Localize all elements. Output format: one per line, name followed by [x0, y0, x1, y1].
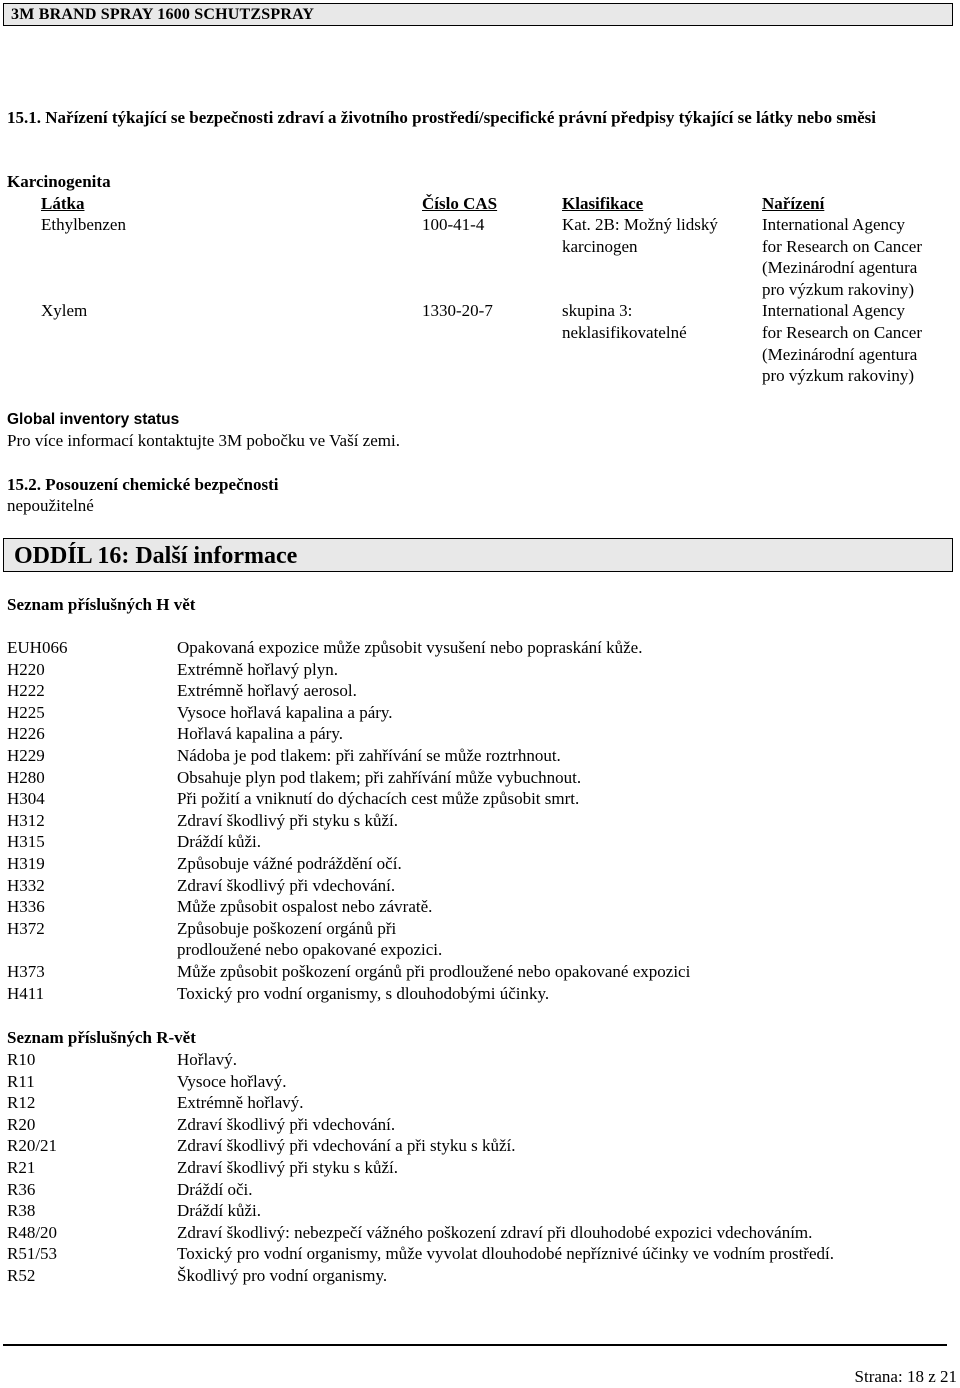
classification-cell: Kat. 2B: Možný lidský [562, 215, 718, 234]
section-16-header [3, 538, 953, 572]
r-text: Zdraví škodlivý: nebezpečí vážného poškození zdraví při dlouhodobé expozici vdechováním. [177, 1222, 813, 1242]
h-code: EUH066 [7, 638, 68, 657]
r-phrases-heading: Seznam příslušných R-vět [7, 1028, 196, 1047]
h-code: H411 [7, 983, 45, 1003]
r-text: Extrémně hořlavý. [177, 1093, 304, 1113]
section-15-1-title: 15.1. Nařízení týkající se bezpečnosti zdraví a životního prostředí/specifické právní předpisy týkající se látky nebo směsi [7, 108, 877, 127]
r-code: R52 [7, 1266, 36, 1285]
r-text: Hořlavý. [177, 1050, 237, 1069]
h-text: Opakovaná expozice může způsobit vysušení nebo popraskání kůže. [177, 638, 643, 657]
h-text: Může způsobit poškození orgánů při prodloužené nebo opakované expozici [177, 962, 691, 981]
h-text: Extrémně hořlavý aerosol. [177, 681, 357, 701]
global-inventory-text: Pro více informací kontaktujte 3M pobočku ve Vaší zemi. [7, 431, 400, 450]
h-code: H336 [7, 897, 45, 917]
col-header-cas: Číslo CAS [422, 194, 498, 213]
regulation-cell: for Research on Cancer [762, 237, 923, 256]
r-text: Toxický pro vodní organismy, může vyvolat dlouhodobé nepříznivé účinky ve vodním prostředí. [177, 1244, 834, 1264]
cas-cell: 100-41-4 [422, 215, 485, 234]
col-header-regulation: Nařízení [762, 194, 825, 213]
r-code: R21 [7, 1158, 36, 1177]
h-code: H315 [7, 832, 45, 852]
h-text: Extrémně hořlavý plyn. [177, 659, 338, 679]
carcinogenicity-heading: Karcinogenita [7, 172, 111, 191]
r-text: Zdraví škodlivý při vdechování. [177, 1114, 396, 1134]
h-text: prodloužené nebo opakované expozici. [177, 940, 443, 960]
r-text: Vysoce hořlavý. [177, 1071, 287, 1091]
global-inventory-heading: Global inventory status [7, 411, 180, 428]
regulation-cell: (Mezinárodní agentura [762, 258, 918, 277]
h-text: Nádoba je pod tlakem: při zahřívání se může roztrhnout. [177, 746, 561, 765]
h-code: H280 [7, 767, 45, 787]
r-text: Dráždí kůži. [177, 1201, 262, 1221]
r-code: R38 [7, 1201, 36, 1221]
h-text: Hořlavá kapalina a páry. [177, 724, 343, 744]
col-header-substance: Látka [41, 194, 85, 213]
h-text: Vysoce hořlavá kapalina a páry. [177, 702, 393, 722]
r-code: R20/21 [7, 1136, 58, 1156]
h-code: H319 [7, 854, 45, 873]
h-phrases-heading: Seznam příslušných H vět [7, 595, 196, 614]
h-text: Obsahuje plyn pod tlakem; při zahřívání může vybuchnout. [177, 767, 582, 787]
r-text: Dráždí oči. [177, 1179, 253, 1199]
r-code: R51/53 [7, 1244, 58, 1264]
h-text: Způsobuje vážné podráždění očí. [177, 854, 402, 873]
r-code: R36 [7, 1179, 36, 1199]
regulation-cell: pro výzkum rakoviny) [762, 366, 915, 385]
section-15-2-title: 15.2. Posouzení chemické bezpečnosti [7, 475, 279, 494]
h-code: H220 [7, 659, 45, 679]
page-number: Strana: 18 z 21 [854, 1367, 957, 1386]
cas-cell: 1330-20-7 [422, 301, 493, 320]
h-text: Způsobuje poškození orgánů při [177, 918, 397, 938]
r-code: R20 [7, 1114, 36, 1134]
substance-cell: Xylem [41, 301, 88, 320]
section-15-2-text: nepoužitelné [7, 496, 94, 515]
h-code: H372 [7, 918, 45, 938]
h-code: H304 [7, 789, 45, 809]
h-code: H222 [7, 681, 45, 701]
r-text: Zdraví škodlivý při styku s kůží. [177, 1158, 398, 1177]
col-header-classification: Klasifikace [562, 194, 644, 213]
r-code: R11 [7, 1071, 35, 1091]
r-code: R48/20 [7, 1222, 58, 1242]
h-text: Zdraví škodlivý při vdechování. [177, 875, 396, 895]
h-code: H332 [7, 875, 45, 895]
classification-cell: karcinogen [562, 237, 638, 256]
regulation-cell: International Agency [762, 215, 906, 234]
h-text: Zdraví škodlivý při styku s kůží. [177, 810, 398, 830]
substance-cell: Ethylbenzen [41, 215, 126, 234]
r-code: R10 [7, 1050, 36, 1069]
h-code: H226 [7, 724, 45, 744]
h-text: Toxický pro vodní organismy, s dlouhodobými účinky. [177, 983, 550, 1003]
h-text: Může způsobit ospalost nebo závratě. [177, 897, 433, 917]
h-text: Při požití a vniknutí do dýchacích cest může způsobit smrt. [177, 789, 580, 809]
regulation-cell: pro výzkum rakoviny) [762, 280, 915, 299]
classification-cell: neklasifikovatelné [562, 323, 687, 342]
footer-divider [3, 1344, 947, 1346]
h-code: H312 [7, 810, 45, 830]
document-header [3, 3, 953, 26]
h-code: H225 [7, 702, 45, 722]
regulation-cell: (Mezinárodní agentura [762, 345, 918, 364]
regulation-cell: for Research on Cancer [762, 323, 923, 342]
r-text: Škodlivý pro vodní organismy. [177, 1266, 388, 1285]
r-code: R12 [7, 1093, 36, 1113]
r-text: Zdraví škodlivý při vdechování a při styku s kůží. [177, 1136, 516, 1156]
regulation-cell: International Agency [762, 301, 906, 320]
product-title: 3M BRAND SPRAY 1600 SCHUTZSPRAY [11, 6, 315, 23]
h-code: H373 [7, 962, 45, 981]
h-code: H229 [7, 746, 45, 765]
section-16-title: ODDÍL 16: Další informace [14, 543, 298, 569]
classification-cell: skupina 3: [562, 301, 633, 320]
h-text: Dráždí kůži. [177, 832, 262, 852]
